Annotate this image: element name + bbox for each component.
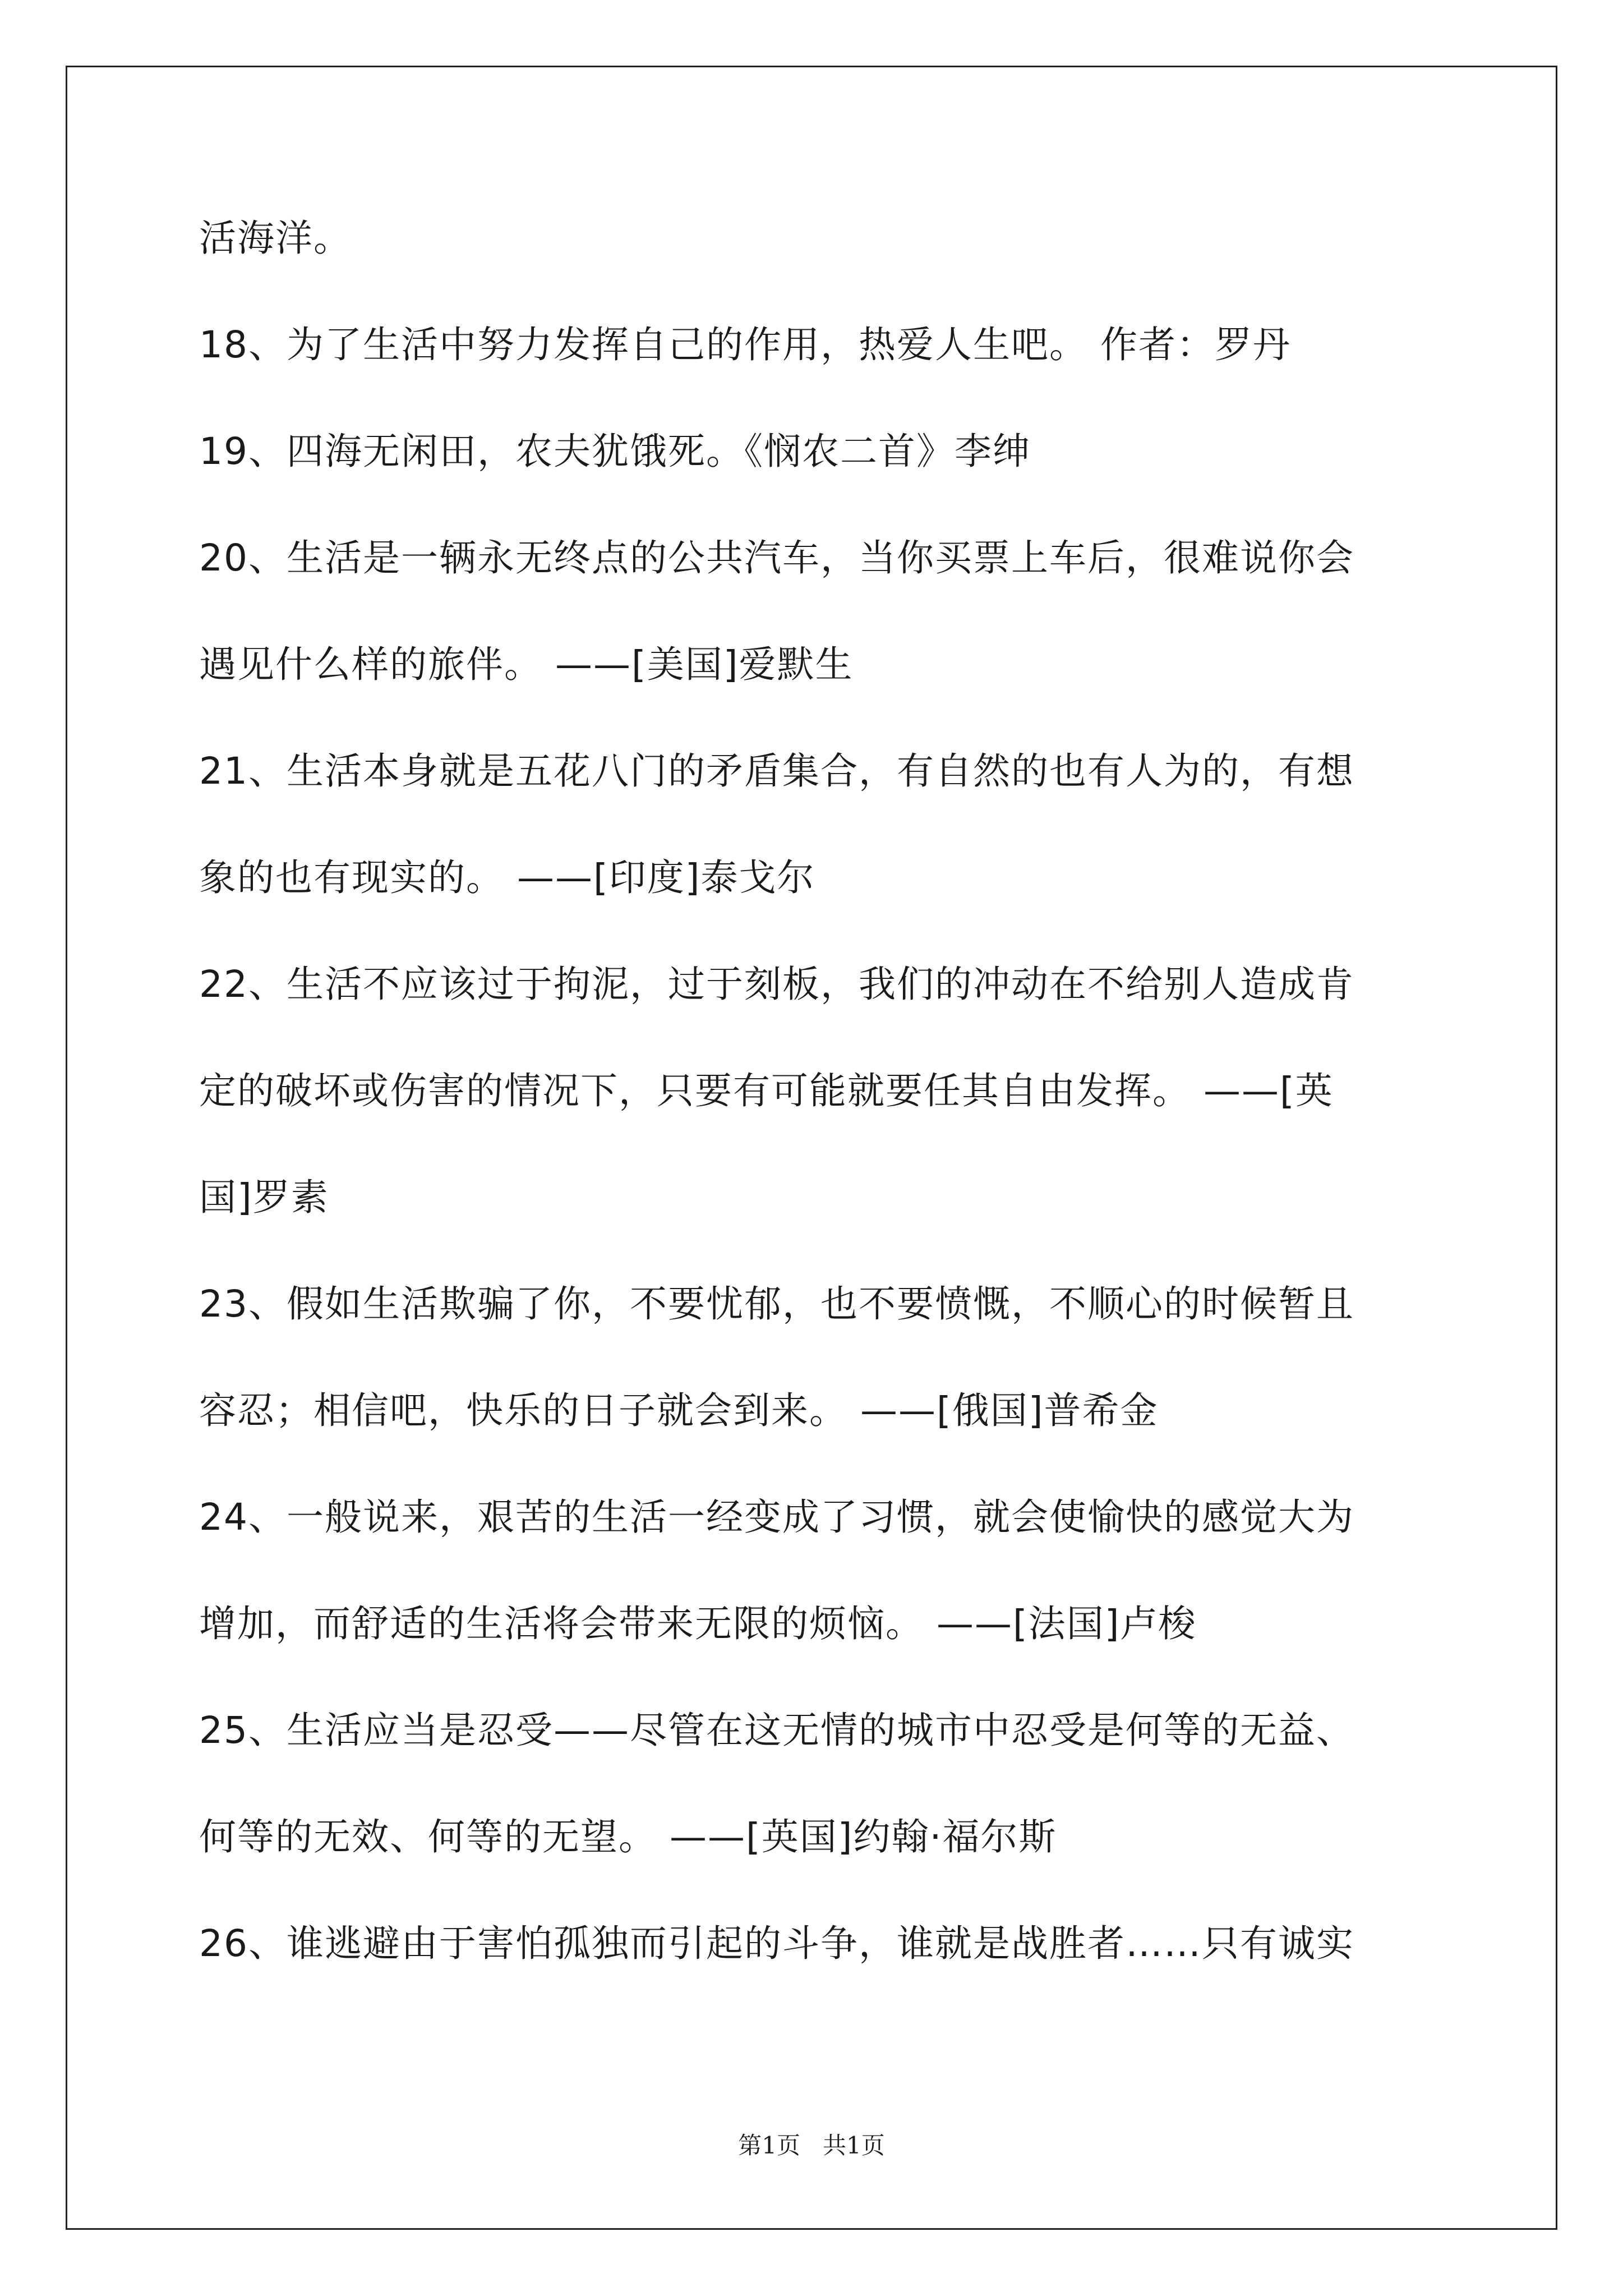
page-border xyxy=(66,66,1557,2230)
text-line: 26、谁逃避由于害怕孤独而引起的斗争，谁就是战胜者……只有诚实 xyxy=(199,1922,1354,1965)
text-line: 22、生活不应该过于拘泥，过于刻板，我们的冲动在不给别人造成肯 xyxy=(199,963,1354,1006)
text-line: 象的也有现实的。 ——[印度]泰戈尔 xyxy=(199,856,815,899)
text-line: 遇见什么样的旅伴。 ——[美国]爱默生 xyxy=(199,643,854,686)
text-line: 增加，而舒适的生活将会带来无限的烦恼。 ——[法国]卢梭 xyxy=(199,1602,1197,1645)
text-line: 活海洋。 xyxy=(199,217,352,260)
text-line: 24、一般说来，艰苦的生活一经变成了习惯，就会使愉快的感觉大为 xyxy=(199,1496,1354,1539)
text-line: 容忍；相信吧，快乐的日子就会到来。 ——[俄国]普希金 xyxy=(199,1389,1159,1432)
text-line: 定的破坏或伤害的情况下，只要有可能就要任其自由发挥。 ——[英 xyxy=(199,1069,1334,1112)
text-line: 21、生活本身就是五花八门的矛盾集合，有自然的也有人为的，有想 xyxy=(199,749,1354,793)
text-line: 国]罗素 xyxy=(199,1176,329,1219)
text-line: 18、为了生活中努力发挥自己的作用，热爱人生吧。 作者：罗丹 xyxy=(199,323,1291,366)
text-line: 何等的无效、何等的无望。 ——[英国]约翰·福尔斯 xyxy=(199,1815,1057,1858)
text-line: 19、四海无闲田，农夫犹饿死。《悯农二首》李绅 xyxy=(199,430,1031,473)
text-line: 25、生活应当是忍受——尽管在这无情的城市中忍受是何等的无益、 xyxy=(199,1709,1354,1752)
text-line: 23、假如生活欺骗了你，不要忧郁，也不要愤慨，不顺心的时候暂且 xyxy=(199,1282,1354,1326)
page-number-footer: 第1页 共1页 xyxy=(738,2132,885,2159)
text-line: 20、生活是一辆永无终点的公共汽车，当你买票上车后，很难说你会 xyxy=(199,536,1354,579)
